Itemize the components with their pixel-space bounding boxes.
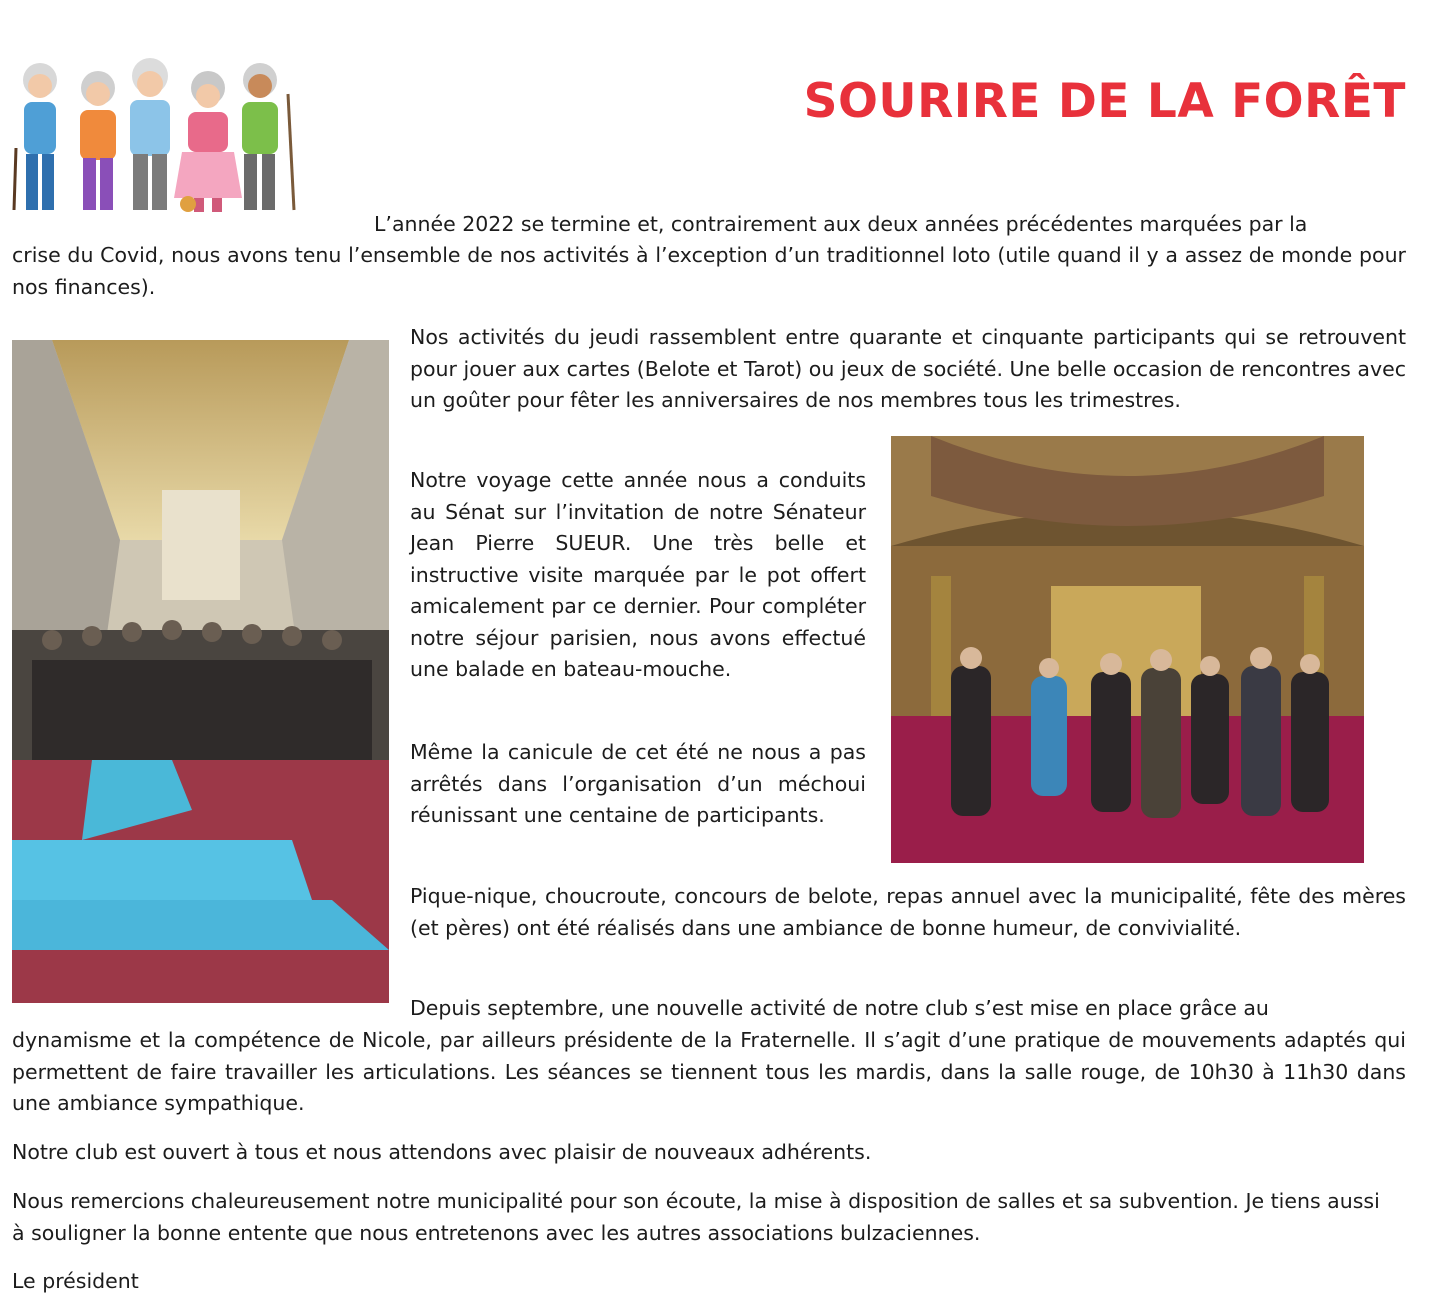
senate-staircase-photo-image xyxy=(12,340,389,1003)
elderly-man-cane-figure xyxy=(14,63,57,210)
senate-hall-photo xyxy=(891,436,1364,863)
club-open-paragraph: Notre club est ouvert à tous et nous attendons avec plaisir de nouveaux adhérents. xyxy=(12,1140,872,1164)
page-title: SOURIRE DE LA FORÊT xyxy=(803,74,1406,129)
elderly-man-fishing-rod-figure xyxy=(242,63,294,210)
elderly-group-clipart xyxy=(10,58,300,218)
elderly-man-figure xyxy=(130,58,170,210)
intro-paragraph: crise du Covid, nous avons tenu l’ensemble de nos activités à l’exception d’un traditionnel loto (utile quand il y a assez de monde pour nos finances). xyxy=(12,243,1406,299)
intro-first-line: L’année 2022 se termine et, contrairement aux deux années précédentes marquées par la xyxy=(374,212,1308,236)
senate-trip-paragraph: Notre voyage cette année nous a conduits au Sénat sur l’invitation de notre Sénateur Jean Pierre SUEUR. Une très belle et instructive visite marquée par le pot offert amicalement par ce dernier. Pour compléter notre séjour parisien, nous avons effectué une balade en bateau-mouche. xyxy=(410,468,866,681)
senate-hall-photo-image xyxy=(891,436,1364,863)
thanks-paragraph: Nous remercions chaleureusement notre municipalité pour son écoute, la mise à disposition de salles et sa subvention. Je tiens aussi à souligner la bonne entente que nous entretenons avec les autres associations bulzaciennes. xyxy=(12,1189,1380,1245)
signature: Le président xyxy=(12,1269,139,1293)
elderly-woman-glasses-figure xyxy=(174,71,242,212)
thursday-activities-paragraph: Nos activités du jeudi rassemblent entre quarante et cinquante participants qui se retrouvent pour jouer aux cartes (Belote et Tarot) ou jeux de société. Une belle occasion de rencontres avec un goûter pour fêter les anniversaires de nos membres tous les trimestres. xyxy=(410,325,1406,412)
new-activity-first-line: Depuis septembre, une nouvelle activité de notre club s’est mise en place grâce au xyxy=(410,996,1269,1020)
senate-staircase-photo xyxy=(12,340,389,1003)
events-paragraph: Pique-nique, choucroute, concours de belote, repas annuel avec la municipalité, fête des mères (et pères) ont été réalisés dans une ambiance de bonne humeur, de convivialité. xyxy=(410,884,1406,940)
new-activity-paragraph: dynamisme et la compétence de Nicole, par ailleurs présidente de la Fraternelle. Il s’agit d’une pratique de mouvements adaptés qui permettent de faire travailler les articulations. Les séances se tiennent tous les mardis, dans la salle rouge, de 10h30 à 11h30 dans une ambiance sympathique. xyxy=(12,1028,1406,1115)
heatwave-mechoui-paragraph: Même la canicule de cet été ne nous a pas arrêtés dans l’organisation d’un méchoui réunissant une centaine de participants. xyxy=(410,740,866,827)
elderly-woman-figure xyxy=(80,71,116,210)
